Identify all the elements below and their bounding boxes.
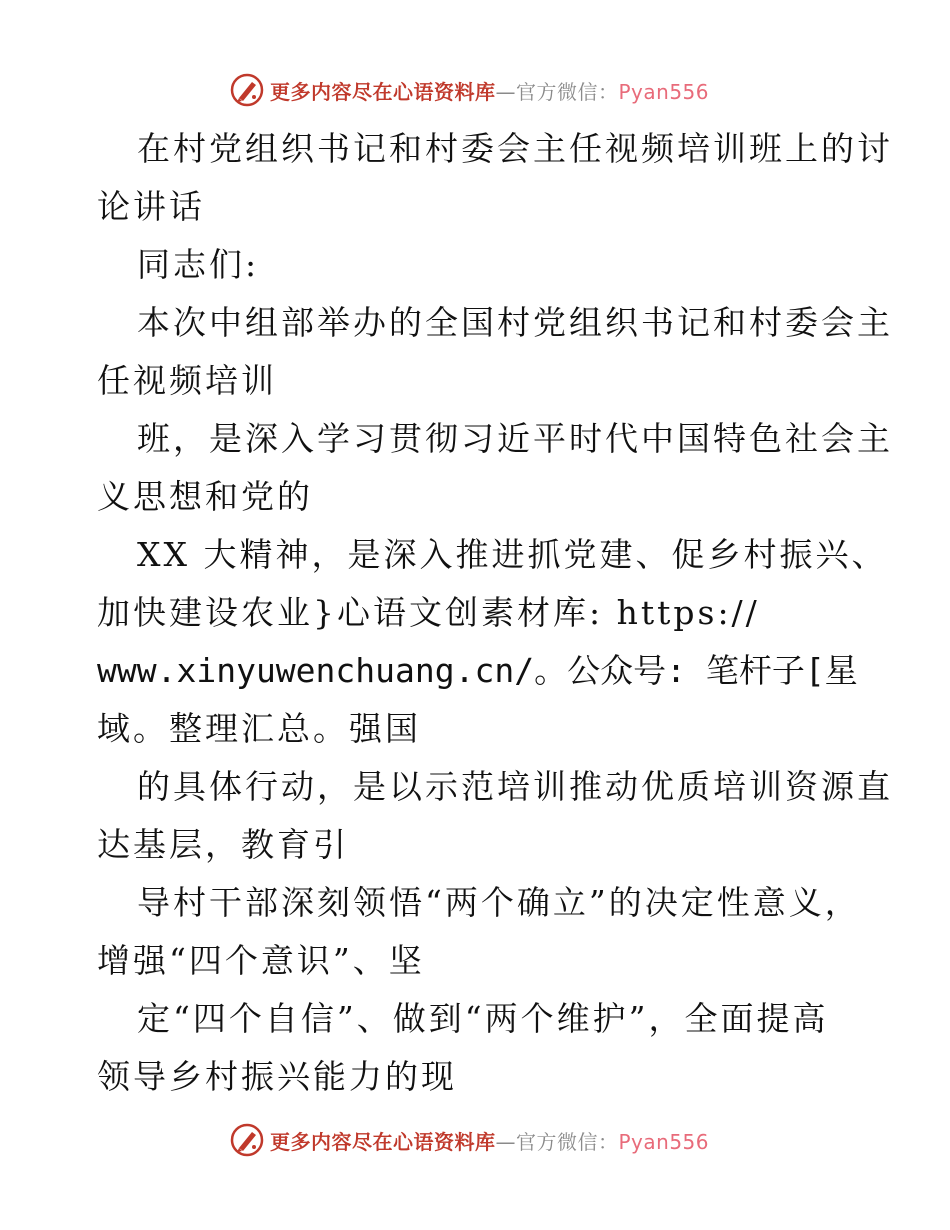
footer-site-name: 更多内容尽在心语资料库	[270, 1129, 496, 1154]
paragraph-line: 的具体行动，是以示范培训推动优质培训资源直	[137, 767, 893, 806]
paragraph-line: 领导乡村振兴能力的现	[97, 1057, 457, 1096]
header-site-name: 更多内容尽在心语资料库	[270, 79, 496, 104]
title-line-2: 论讲话	[97, 187, 205, 226]
paragraph-line: 加快建设农业}心语文创素材库: https://	[97, 593, 760, 632]
title-line-1: 在村党组织书记和村委会主任视频培训班上的讨	[137, 129, 893, 168]
paragraph-line: 任视频培训	[97, 361, 277, 400]
footer-banner	[230, 1120, 750, 1160]
paragraph-line: 班，是深入学习贯彻习近平时代中国特色社会主	[137, 419, 893, 458]
header-banner	[230, 70, 750, 110]
footer-wechat-label: 官方微信：	[516, 1129, 619, 1154]
paragraph-line: XX 大精神，是深入推进抓党建、促乡村振兴、	[137, 535, 888, 574]
pen-logo-icon	[230, 1123, 264, 1157]
paragraph-line: 本次中组部举办的全国村党组织书记和村委会主	[137, 303, 893, 342]
paragraph-line: 达基层，教育引	[97, 825, 349, 864]
footer-wechat-id: Pyan556	[618, 1129, 710, 1154]
footer-dash: —	[495, 1129, 516, 1154]
paragraph-line: 义思想和党的	[97, 477, 313, 516]
document-body	[97, 120, 893, 1106]
header-dash: —	[495, 79, 516, 104]
salutation: 同志们:	[137, 245, 260, 284]
footer-text	[270, 1126, 709, 1155]
paragraph-line: 导村干部深刻领悟“两个确立”的决定性意义，	[137, 883, 861, 922]
header-text	[270, 76, 709, 105]
pen-logo-icon	[230, 73, 264, 107]
paragraph-line: 定“四个自信”、做到“两个维护”，全面提高	[137, 999, 829, 1038]
paragraph-line-url: www.xinyuwenchuang.cn/。公众号: 笔杆子[星	[97, 651, 858, 690]
paragraph-line: 域。整理汇总。强国	[97, 709, 421, 748]
paragraph-line: 增强“四个意识”、坚	[97, 941, 425, 980]
header-wechat-id: Pyan556	[618, 79, 710, 104]
header-wechat-label: 官方微信：	[516, 79, 619, 104]
